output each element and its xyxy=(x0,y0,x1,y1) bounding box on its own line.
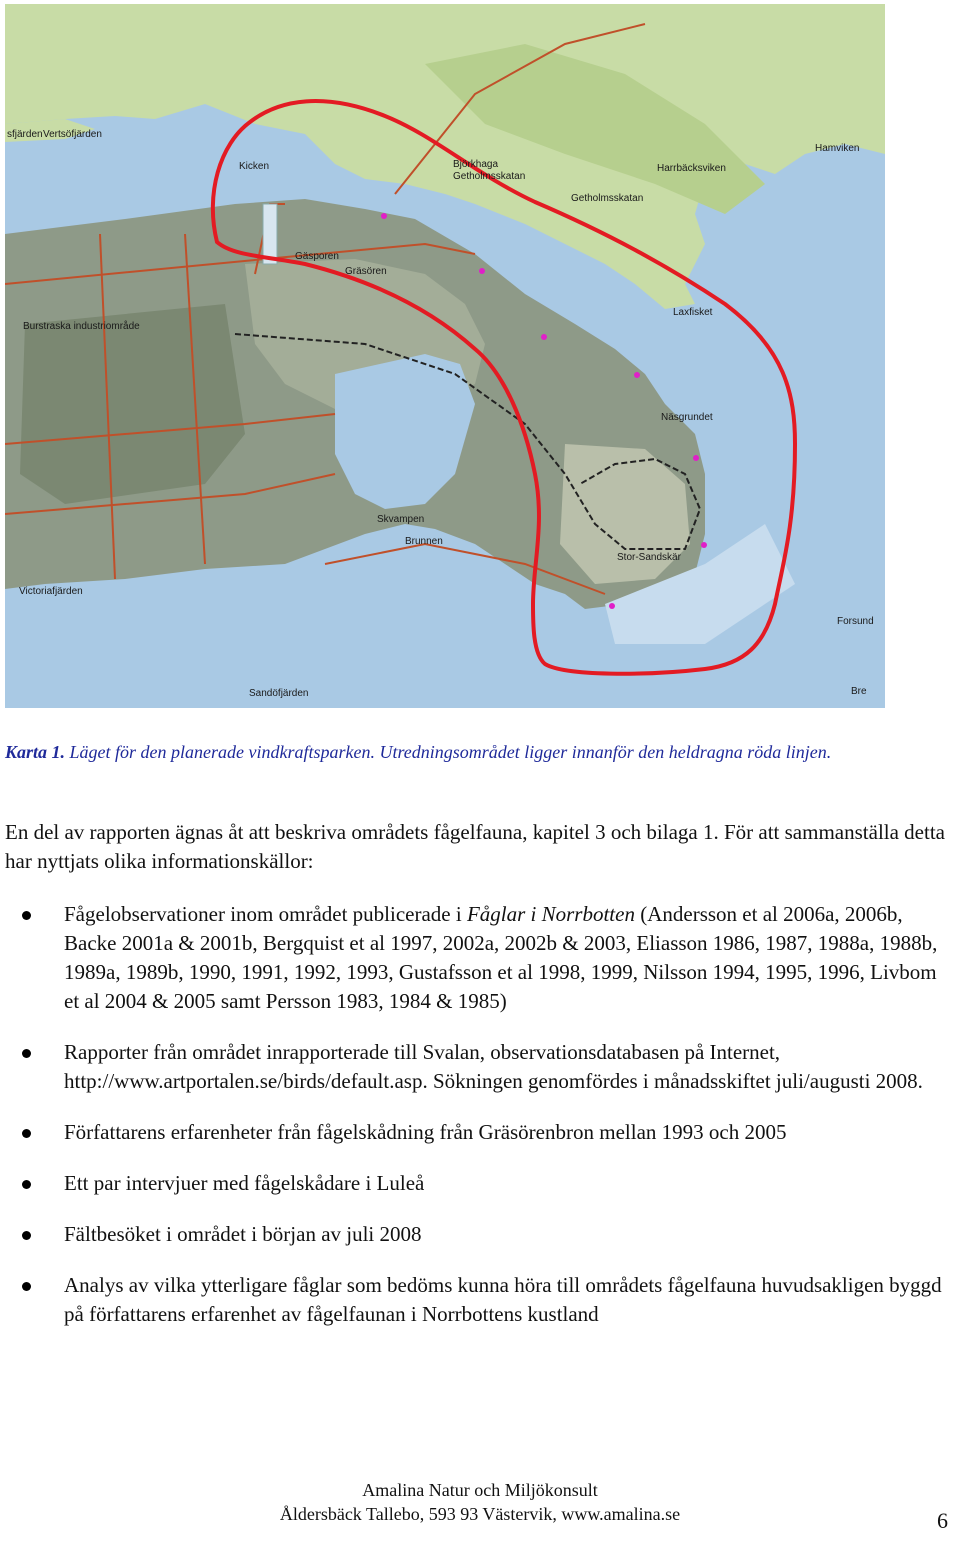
list-item xyxy=(0,900,950,1016)
label-grasoren: Gräsören xyxy=(345,266,387,277)
list-item xyxy=(0,1271,950,1329)
item-text: Fältbesöket i området i början av juli 2008 xyxy=(64,1222,422,1246)
label-skvampen: Skvampen xyxy=(377,514,425,525)
bullet-icon xyxy=(22,911,31,920)
label-nesgrundet: Näsgrundet xyxy=(661,412,713,423)
item-text: Analys av vilka ytterligare fåglar som bedöms kunna höra till områdets fågelfauna huvudsakligen byggd på författarens erfarenhet av fågelfaunan i Norrbottens kustland xyxy=(64,1273,942,1326)
item-text-pre: Fågelobservationer inom området publicerade i xyxy=(64,902,467,926)
bullet-icon xyxy=(22,1282,31,1291)
bullet-icon xyxy=(22,1180,31,1189)
bullet-icon xyxy=(22,1049,31,1058)
caption-label: Karta 1. xyxy=(5,742,66,762)
bullet-icon xyxy=(22,1129,31,1138)
bullet-icon xyxy=(22,1231,31,1240)
area-dark xyxy=(20,304,245,504)
label-getholmsskatan-2: Getholmsskatan xyxy=(571,193,644,204)
caption-text: Läget för den planerade vindkraftsparken. Utredningsområdet ligger innanför den heldragna röda linjen. xyxy=(65,742,832,762)
item-text: Författarens erfarenheter från fågelskådning från Gräsörenbron mellan 1993 och 2005 xyxy=(64,1120,787,1144)
footer-address: Åldersbäck Tallebo, 593 93 Västervik, www.amalina.se xyxy=(279,1504,681,1524)
label-storsandskar: Stor-Sandskär xyxy=(617,552,681,563)
label-vertsofjarden: Vertsöfjärden xyxy=(43,129,102,140)
sources-list xyxy=(0,900,950,1329)
list-item xyxy=(0,1169,950,1198)
label-getholmsskatan-1: Getholmsskatan xyxy=(453,171,526,182)
footer-company: Amalina Natur och Miljökonsult xyxy=(362,1480,598,1500)
label-sjofjarden: sfjärden xyxy=(7,129,43,140)
item-text: Ett par intervjuer med fågelskådare i Luleå xyxy=(64,1171,425,1195)
intro-paragraph: En del av rapporten ägnas åt att beskriva områdets fågelfauna, kapitel 3 och bilaga 1. För att sammanställa detta har nyttjats olika informationskällor: xyxy=(5,820,945,873)
bridge xyxy=(263,204,277,264)
map-caption xyxy=(5,740,935,764)
label-laxfisket: Laxfisket xyxy=(673,307,713,318)
label-victoriafjarden: Victoriafjärden xyxy=(19,586,83,597)
item-text: Rapporter från området inrapporterade till Svalan, observationsdatabasen på Internet, http://www.artportalen.se/birds/default.asp. Sökningen genomfördes i månadsskiftet juli/augusti 2008. xyxy=(64,1040,923,1093)
label-kicken: Kicken xyxy=(239,161,270,172)
label-bre: Bre xyxy=(851,686,867,697)
label-brunnen: Brunnen xyxy=(405,536,443,547)
label-gasporen: Gäsporen xyxy=(295,251,339,262)
list-item xyxy=(0,1118,950,1147)
list-item xyxy=(0,1220,950,1249)
item-text-post: (Andersson et al 2006a, 2006b, Backe 2001a & 2001b, Bergquist et al 1997, 2002a, 2002b & 2003, Eliasson 1986, 1987, 1988a, 1988b, 1989a, 1989b, 1990, 1991, 1992, 1993, Gustafsson et al 1998, 1999, Nilsson 1994, 1995, 1996, Livbom et al 2004 & 2005 samt Persson 1983, 1984 & 1985) xyxy=(64,902,938,1013)
list-item xyxy=(0,1038,950,1096)
label-harrbacksviken: Harrbäcksviken xyxy=(657,163,726,174)
map-figure xyxy=(5,4,885,708)
item-text-italic: Fåglar i Norrbotten xyxy=(466,902,635,926)
label-sandofjarden: Sandöfjärden xyxy=(249,688,309,699)
label-forsund: Forsund xyxy=(837,616,874,627)
label-burstraska: Burstraska industriområde xyxy=(23,321,140,332)
label-bjorkhaga: Björkhaga xyxy=(453,159,499,170)
label-hamviken: Hamviken xyxy=(815,143,860,154)
map-image xyxy=(5,4,885,708)
page-number: 6 xyxy=(937,1508,948,1533)
